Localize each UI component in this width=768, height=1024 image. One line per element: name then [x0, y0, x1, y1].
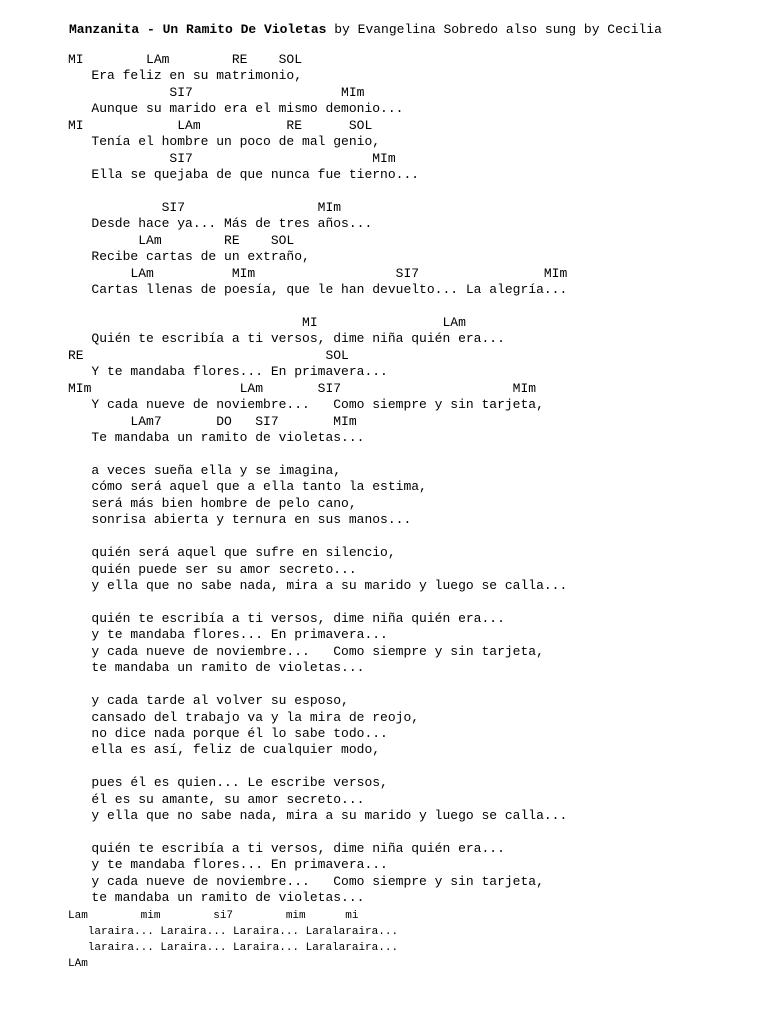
- lyric-line: no dice nada porque él lo sabe todo...: [68, 725, 388, 741]
- blank-line: [68, 594, 567, 610]
- lyric-line: y ella que no sabe nada, mira a su marido y luego se calla...: [68, 578, 568, 593]
- lyric-line: Ella se quejaba de que nunca fue tierno...: [68, 167, 420, 183]
- lyric-line: quién puede ser su amor secreto...: [68, 561, 357, 577]
- chord-line: LAm RE SOL: [68, 232, 295, 248]
- outro-section: [68, 908, 398, 972]
- chord-line: MIm LAm SI7 MIm: [68, 380, 537, 396]
- lyric-line: pues él es quien... Le escribe versos,: [68, 775, 388, 791]
- chord-line: SI7 MIm: [68, 199, 342, 215]
- lyric-line: laraira... Laraira... Laraira... Laralaraira...: [68, 926, 399, 938]
- chord-line: MI LAm: [68, 315, 466, 330]
- lyric-line: cansado del trabajo va y la mira de reojo,: [68, 709, 420, 725]
- lyric-line: Era feliz en su matrimonio,: [68, 68, 303, 84]
- lyric-line: Lam mim si7 mim mi: [68, 910, 359, 922]
- chord-line: LAm MIm SI7 MIm: [68, 265, 568, 281]
- lyric-line: y te mandaba flores... En primavera...: [68, 627, 388, 643]
- lyrics-and-chords: [68, 52, 567, 907]
- chord-line: LAm: [68, 958, 88, 970]
- lyric-line: y cada tarde al volver su esposo,: [68, 693, 349, 709]
- song-title: Manzanita - Un Ramito De Violetas: [69, 22, 327, 37]
- song-title-line: [69, 22, 662, 37]
- blank-line: [68, 825, 567, 841]
- lyric-line: te mandaba un ramito de violetas...: [68, 890, 365, 906]
- lyric-line: Quién te escribía a ti versos, dime niña quién era...: [68, 331, 505, 347]
- blank-line: [68, 759, 567, 775]
- blank-line: [68, 677, 567, 693]
- lyric-line: ella es así, feliz de cualquier modo,: [68, 742, 381, 758]
- lyric-line: Te mandaba un ramito de violetas...: [68, 430, 365, 446]
- chord-line: MI LAm RE SOL: [68, 117, 373, 133]
- blank-line: [68, 529, 567, 545]
- lyric-line: Desde hace ya... Más de tres años...: [68, 216, 373, 232]
- lyric-line: cómo será aquel que a ella tanto la estima,: [68, 479, 427, 495]
- lyric-line: y cada nueve de noviembre... Como siempre y sin tarjeta,: [68, 643, 544, 659]
- lyric-line: laraira... Laraira... Laraira... Laralaraira...: [68, 942, 399, 954]
- lyric-line: Aunque su marido era el mismo demonio...: [68, 101, 404, 117]
- lyric-line: y cada nueve de noviembre... Como siempre y sin tarjeta,: [68, 873, 544, 889]
- chord-line: LAm7 DO SI7 MIm: [68, 413, 357, 429]
- lyric-line: y te mandaba flores... En primavera...: [68, 857, 388, 873]
- blank-line: [68, 184, 567, 200]
- chord-line: RE SOL: [68, 347, 349, 363]
- lyric-line: Y te mandaba flores... En primavera...: [68, 364, 388, 380]
- lyric-line: quién te escribía a ti versos, dime niña quién era...: [68, 610, 505, 626]
- lyric-line: sonrisa abierta y ternura en sus manos...: [68, 512, 412, 528]
- lyric-line: te mandaba un ramito de violetas...: [68, 660, 365, 676]
- lyric-line: quién será aquel que sufre en silencio,: [68, 545, 396, 561]
- chord-line: SI7 MIm: [68, 84, 365, 100]
- blank-line: [68, 447, 567, 463]
- lyric-line: él es su amante, su amor secreto...: [68, 791, 365, 807]
- lyric-line: Cartas llenas de poesía, que le han devuelto... La alegría...: [68, 282, 568, 298]
- lyric-line: Recibe cartas de un extraño,: [68, 249, 310, 265]
- lyric-line: será más bien hombre de pelo cano,: [68, 495, 357, 511]
- lyric-line: y ella que no sabe nada, mira a su marido y luego se calla...: [68, 808, 568, 824]
- lyric-line: quién te escribía a ti versos, dime niña quién era...: [68, 841, 505, 856]
- chord-line: SI7 MIm: [68, 150, 396, 166]
- lyric-line: Y cada nueve de noviembre... Como siempre y sin tarjeta,: [68, 397, 544, 413]
- chord-line: MI LAm RE SOL: [68, 52, 303, 67]
- blank-line: [68, 299, 567, 315]
- song-credit: by Evangelina Sobredo also sung by Cecilia: [326, 22, 662, 37]
- lyric-line: Tenía el hombre un poco de mal genio,: [68, 134, 381, 150]
- lyric-line: a veces sueña ella y se imagina,: [68, 462, 342, 478]
